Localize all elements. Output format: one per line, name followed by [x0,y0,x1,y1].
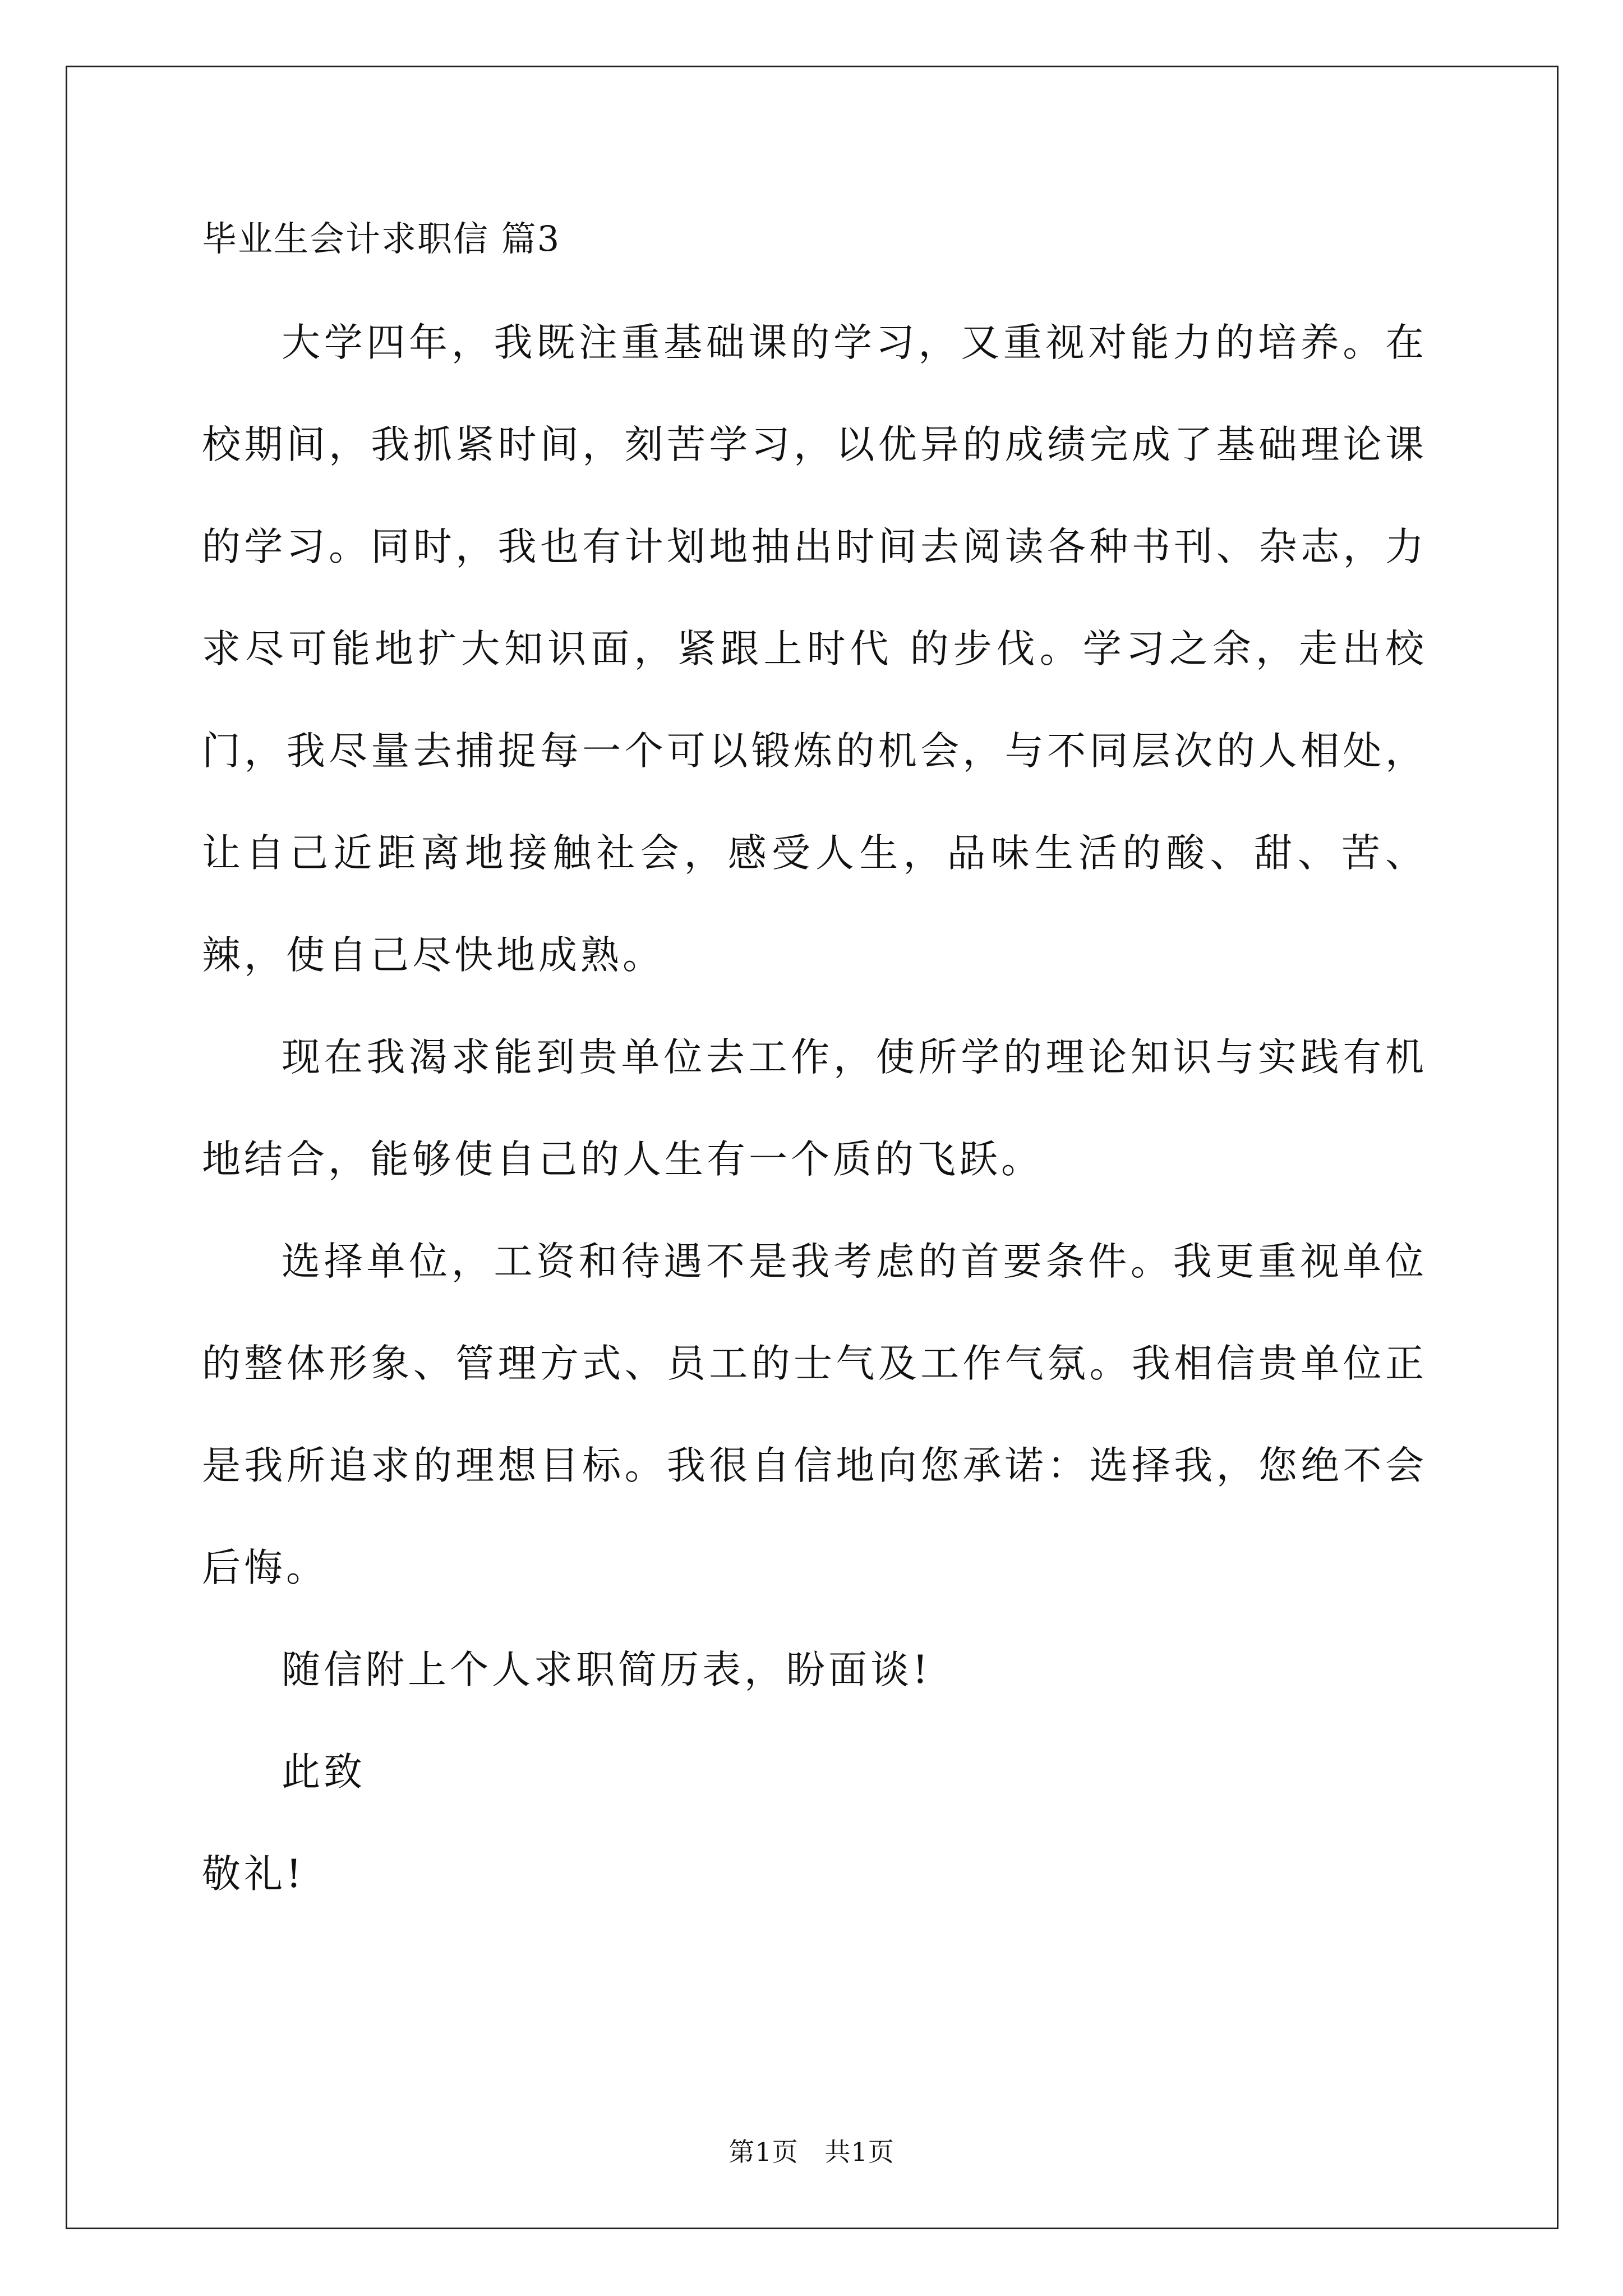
salutation: 敬礼! [202,1852,305,1897]
closing-phrase: 此致 [282,1750,366,1795]
page-number: 第1页 共1页 [728,2137,895,2167]
paragraph-4: 随信附上个人求职简历表，盼面谈! [282,1648,932,1692]
paragraph-3: 选择单位，工资和待遇不是我考虑的首要条件。我更重视单位的整体形象、管理方式、员工的士气及工作气氛。我相信贵单位正是我所追求的理想目标。我很自信地向您承诺：选择我，您绝不会后悔。 [202,1239,1427,1590]
letter-body [202,218,1427,1925]
paragraph-1: 大学四年，我既注重基础课的学习，又重视对能力的培养。在校期间，我抓紧时间，刻苦学习，以优异的成绩完成了基础理论课的学习。同时，我也有计划地抽出时间去阅读各种书刊、杂志，力求尽可能地扩大知识面，紧跟上时代 的步伐。学习之余，走出校门，我尽量去捕捉每一个可以锻炼的机会，与不同层次的人相处，让自己近距离地接触社会，感受人生，品味生活的酸、甜、苦、辣，使自己尽快地成熟。 [202,320,1427,978]
paragraph-2: 现在我渴求能到贵单位去工作，使所学的理论知识与实践有机地结合，能够使自己的人生有一个质的飞跃。 [202,1035,1427,1182]
document-title: 毕业生会计求职信 篇3 [202,218,561,259]
